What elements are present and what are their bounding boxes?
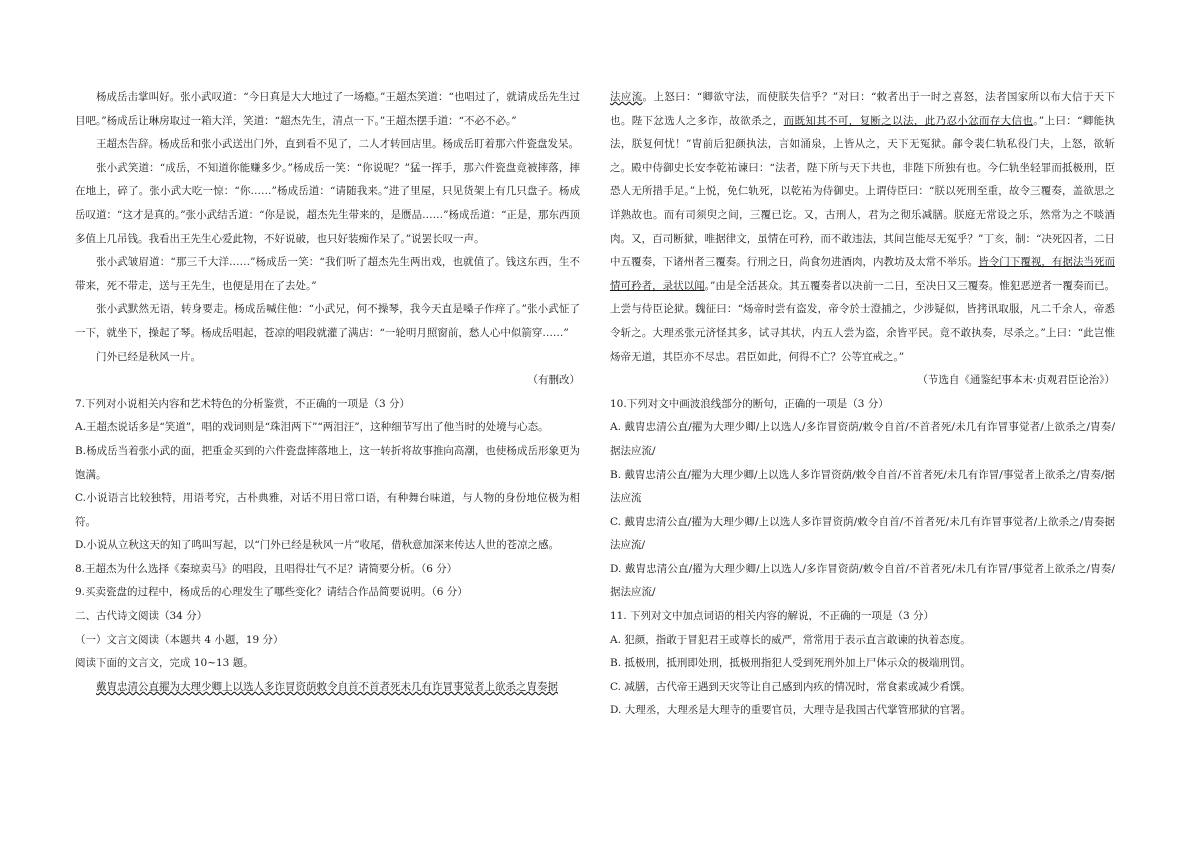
question-10-stem: 10.下列对文中画波浪线部分的断句，正确的一项是（3 分） (610, 397, 889, 410)
underlined-sentence: 而既知其不可，复断之以法，此乃忍小忿而存大信也 (783, 114, 1034, 127)
classical-passage-start (75, 676, 580, 700)
question-7-option-d: D.小说从立秋这天的知了鸣叫写起，以“门外已经是秋风一片”收尾，借秋意加深来传达人世的苍凉之感。 (75, 539, 560, 552)
right-column (610, 86, 1115, 723)
classical-passage (610, 86, 1115, 369)
question-7-option-a: A.王超杰说话多是“笑道”，唱的戏词则是“珠泪两下”“两泪汪”，这种细节写出了他当时的处境与心态。 (75, 421, 549, 434)
story-paragraph: 张小武笑道：“成岳，不知道你能赚多少。”杨成岳一笑：“你说呢？”猛一挥手，那六件瓷盘竟被摔落，摔在地上，碎了。张小武大吃一惊：“你……”杨成岳道：“请随我来。”进了里屋，只见货架上有几只盘子。杨成岳叹道：“这才是真的。”张小武结舌道：“你是说，超杰先生带来的，是赝品……”杨成岳道：“正是，那东西顶多值上几吊钱。我看出王先生心爱此物，不好说破，也只好装痴作呆了。”说罢长叹一声。 (75, 161, 580, 245)
question-8: 8.王超杰为什么选择《秦琼卖马》的唱段，且唱得壮气不足？请简要分析。（6 分） (75, 562, 458, 575)
wavy-underlined-text: 戴胄忠清公直擢为大理少卿上以选人多诈冒资荫敕令自首不首者死未几有诈冒事觉者上欲杀之胄奏据 (96, 680, 558, 693)
reading-instruction: 阅读下面的文言文，完成 10~13 题。 (75, 657, 254, 670)
story-paragraph: 王超杰告辞。杨成岳和张小武送出门外，直到看不见了，二人才转回店里。杨成岳盯着那六件瓷盘发呆。 (96, 138, 579, 151)
subsection-heading: （一）文言文阅读（本题共 4 小题，19 分） (75, 633, 284, 646)
passage-text: 。”上曰：“卿能执法，朕复何忧！”胄前后犯颜执法，言如涌泉，上皆从之，天下无冤狱。鄃令裴仁轨私役门夫，上怒，欲斩之。殿中侍御史长安李乾祐谏曰：“法者，陛下所与天下共也，非陛下所独有也。今仁轨坐轻罪而抵极刑，臣恐人无所措手足。”上悦，免仁轨死，以乾祐为侍御史。上谓侍臣曰：“朕以死刑至重，故令三覆奏，盖欲思之详熟故也。而有司须臾之间，三覆已讫。又，古刑人，君为之彻乐减膳。朕庭无常设之乐，然常为之不啖酒肉。又，百司断狱，唯据律文，虽情在可矜，而不敢违法，其间岂能尽无冤乎？”丁亥，制：“决死囚者，二日中五覆奏，下诸州者三覆奏。行刑之日，尚食勿进酒肉，内教坊及太常不举乐。 (610, 114, 1115, 269)
story-paragraph: 杨成岳击掌叫好。张小武叹道：“今日真是大大地过了一场瘾。”王超杰笑道：“也唱过了，就请成岳先生过目吧。”杨成岳让琳房取过一箱大洋，笑道：“超杰先生，清点一下。”王超杰摆手道：“不必不必。” (75, 91, 580, 127)
wavy-underlined-text: 法应流 (610, 91, 643, 103)
question-9: 9.买卖瓷盘的过程中，杨成岳的心理发生了哪些变化？请结合作品简要说明。（6 分） (75, 586, 468, 599)
source-note: （有删改） (527, 374, 580, 387)
question-10-option-c: C. 戴胄忠清公直/擢为大理少卿/上以选人多诈冒资荫/敕令自首/不首者死/未几有诈冒事觉者/上欲杀之/胄奏据法应流/ (610, 515, 1115, 552)
question-11-option-b: B. 抵极刑，抵刑即处刑，抵极刑指犯人受到死刑外加上尸体示众的极端刑罚。 (610, 657, 971, 670)
question-10-option-b: B. 戴胄忠清公直/擢为大理少卿/上以选人多诈冒资荫/敕令自首/不首者死/未几有诈冒/事觉者上欲杀之/胄奏/据法应流 (610, 468, 1115, 505)
question-11-option-a: A. 犯颜，指敢于冒犯君王或尊长的威严，常常用于表示直言敢谏的执着态度。 (610, 633, 971, 646)
question-11-stem: 11. 下列对文中加点词语的相关内容的解说，不正确的一项是（3 分） (610, 610, 935, 623)
section-heading: 二、古代诗文阅读（34 分） (75, 610, 208, 623)
question-7-option-b: B.杨成岳当着张小武的面，把重金买到的六件瓷盘摔落地上，这一转折将故事推向高潮，也使杨成岳形象更为饱满。 (75, 444, 580, 481)
question-7-option-c: C.小说语言比较独特，用语考究，古朴典雅，对话不用日常口语，有种舞台味道，与人物的身份地位极为相符。 (75, 492, 580, 528)
passage-text: 。上怒曰：“卿欲守法，而使朕失信乎？”对曰：“敕者出于一时之喜怒，法者国家所以布大信于天下也。陛下忿选人之多诈，故欲杀之， (610, 91, 1115, 127)
story-paragraph: 张小武皱眉道：“那三千大洋……”杨成岳一笑：“我们听了超杰先生两出戏，也就值了。钱这东西，生不带来，死不带走，送与王先生，也便是用在了去处。” (75, 256, 580, 292)
story-paragraph: 门外已经是秋风一片。 (96, 350, 201, 363)
question-10-option-d: D. 戴胄忠清公直/擢为大理少卿/上以选人/多诈冒资荫/敕令自首/不首者死/未几有诈冒/事觉者上欲杀之/胄奏/据法应流/ (610, 562, 1115, 599)
question-7-stem: 7.下列对小说相关内容和艺术特色的分析鉴赏，不正确的一项是（3 分） (75, 397, 411, 410)
underlined-sentence: 皆令门下覆视，有据法当死而情可矜者，录状以闻 (610, 256, 1116, 292)
passage-text: 。”由是全活甚众。其五覆奏者以决前一二日，至决日又三覆奏。惟犯恶逆者一覆奏而已。上尝与侍臣论狱。魏征曰：“炀帝时尝有盗发，帝令於士澄捕之，少涉疑似，皆拷讯取服，凡二千余人，帝悉令斩之。大理丞张元济怪其多，试寻其状，内五人尝为盗，余皆平民。竟不敢执奏，尽杀之。”上曰：“此岂惟炀帝无道，其臣亦不尽忠。君臣如此，何得不亡？公等宜戒之。” (610, 279, 1115, 363)
question-11-option-d: D. 大理丞，大理丞是大理寺的重要官员，大理寺是我国古代掌管邢狱的官署。 (610, 704, 972, 717)
question-11-option-c: C. 减膳，古代帝王遇到天灾等让自己感到内疚的情况时，常食素或减少肴馔。 (610, 680, 971, 693)
excerpt-note: （节选自《通鉴纪事本末·贞观君臣论治》） (917, 374, 1115, 387)
story-paragraph: 张小武默然无语，转身要走。杨成岳喊住他：“小武兄，何不操琴，我今天直是嗓子作痒了。”张小武怔了一下，就坐下，操起了琴。杨成岳唱起，苍凉的唱段就灌了满店：“一轮明月照窗前，愁人心中似箭穿……” (75, 303, 580, 339)
left-column (75, 86, 580, 699)
question-10-option-a: A. 戴胄忠清公直/擢为大理少卿/上以选人/多诈冒资荫/敕令自首/不首者死/未几有诈冒事觉者/上欲杀之/胄奏/据法应流/ (610, 421, 1115, 457)
